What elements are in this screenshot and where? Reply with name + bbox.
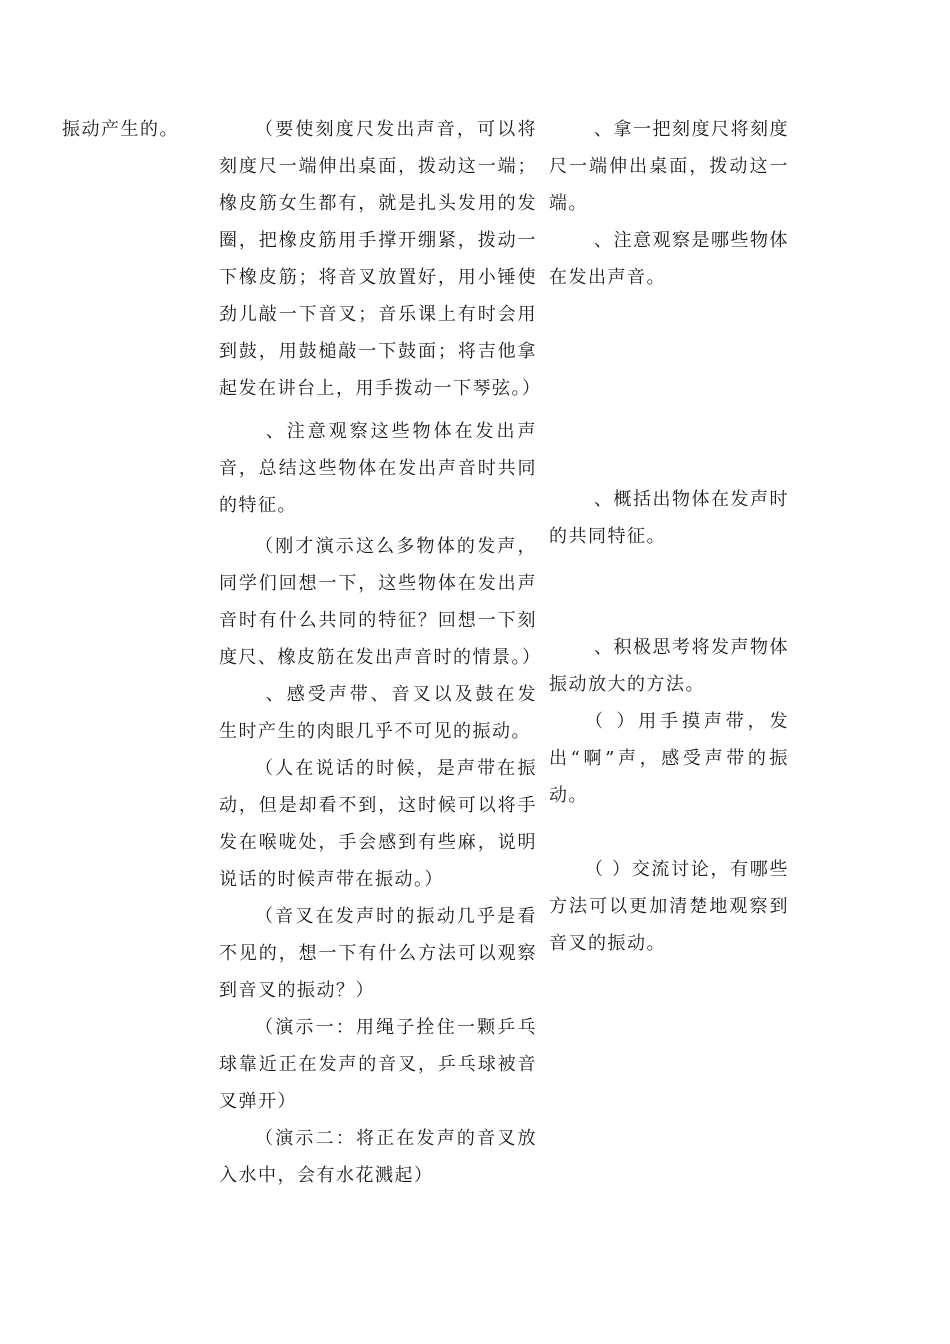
- mid-paragraph-3: （刚才演示这么多物体的发声，同学们回想一下，这些物体在发出声音时有什么共同的特征？回想一下刻度尺、橡皮筋在发出声音时的情景。）: [219, 536, 542, 668]
- mid-paragraph-8: （演示二：将正在发声的音叉放入水中，会有水花溅起）: [219, 1128, 537, 1186]
- middle-column: [219, 111, 542, 1194]
- right-paragraph-3: 、概括出物体在发声时的共同特征。: [549, 489, 789, 547]
- mid-paragraph-5: （人在说话的时候，是声带在振动，但是却看不到，这时候可以将手发在喉咙处，手会感到有些麻，说明说话的时候声带在振动。）: [219, 758, 537, 890]
- right-paragraph-6: （ ）交流讨论，有哪些方法可以更加清楚地观察到音叉的振动。: [549, 859, 789, 954]
- left-text: 振动产生的。: [62, 119, 179, 140]
- mid-paragraph-2: 、注意观察这些物体在发出声音，总结这些物体在发出声音时共同的特征。: [219, 421, 537, 516]
- mid-paragraph-4: 、感受声带、音叉以及鼓在发生时产生的肉眼几乎不可见的振动。: [219, 684, 537, 742]
- mid-paragraph-6: （音叉在发声时的振动几乎是看不见的，想一下有什么方法可以观察到音叉的振动？）: [219, 906, 537, 1001]
- left-column: [62, 111, 202, 148]
- right-paragraph-4: 、积极思考将发声物体振动放大的方法。: [549, 637, 789, 695]
- right-column: [549, 111, 789, 962]
- mid-paragraph-7: （演示一：用绳子拴住一颗乒乓球靠近正在发声的音叉，乒乓球被音叉弹开）: [219, 1017, 537, 1112]
- right-paragraph-1: 、拿一把刻度尺将刻度尺一端伸出桌面，拨动这一端。: [549, 119, 789, 214]
- mid-paragraph-1: （要使刻度尺发出声音，可以将刻度尺一端伸出桌面，拨动这一端；橡皮筋女生都有，就是扎头发用的发圈，把橡皮筋用手撑开绷紧，拨动一下橡皮筋；将音叉放置好，用小锤使劲儿敲一下音叉；音乐课上有时会用到鼓，用鼓槌敲一下鼓面；将吉他拿起发在讲台上，用手拨动一下琴弦。）: [219, 119, 542, 399]
- right-paragraph-5: （ ）用手摸声带，发出“啊”声，感受声带的振动。: [549, 711, 789, 806]
- right-paragraph-2: 、注意观察是哪些物体在发出声音。: [549, 230, 789, 288]
